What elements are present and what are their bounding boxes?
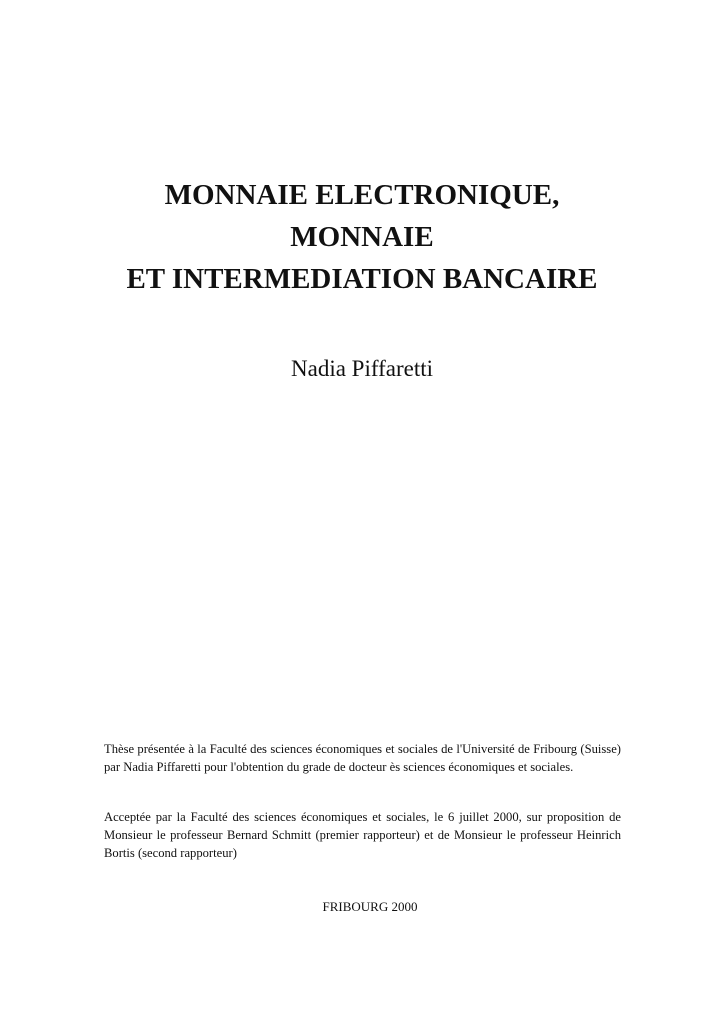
title-line-2: MONNAIE <box>290 221 434 253</box>
document-title <box>0 174 724 300</box>
thesis-statement: Thèse présentée à la Faculté des sciences économiques et sociales de l'Université de Fribourg (Suisse) par Nadia Piffaretti pour l'obtention du grade de docteur ès sciences économiques et sociales. <box>104 742 621 774</box>
acceptance-statement: Acceptée par la Faculté des sciences économiques et sociales, le 6 juillet 2000, sur proposition de Monsieur le professeur Bernard Schmitt (premier rapporteur) et de Monsieur le professeur Heinrich Bortis (second rapporteur) <box>104 810 621 860</box>
title-line-1: MONNAIE ELECTRONIQUE, <box>164 179 560 211</box>
author-name: Nadia Piffaretti <box>291 356 433 381</box>
title-line-3: ET INTERMEDIATION BANCAIRE <box>126 263 598 295</box>
place-date: FRIBOURG 2000 <box>322 899 418 914</box>
